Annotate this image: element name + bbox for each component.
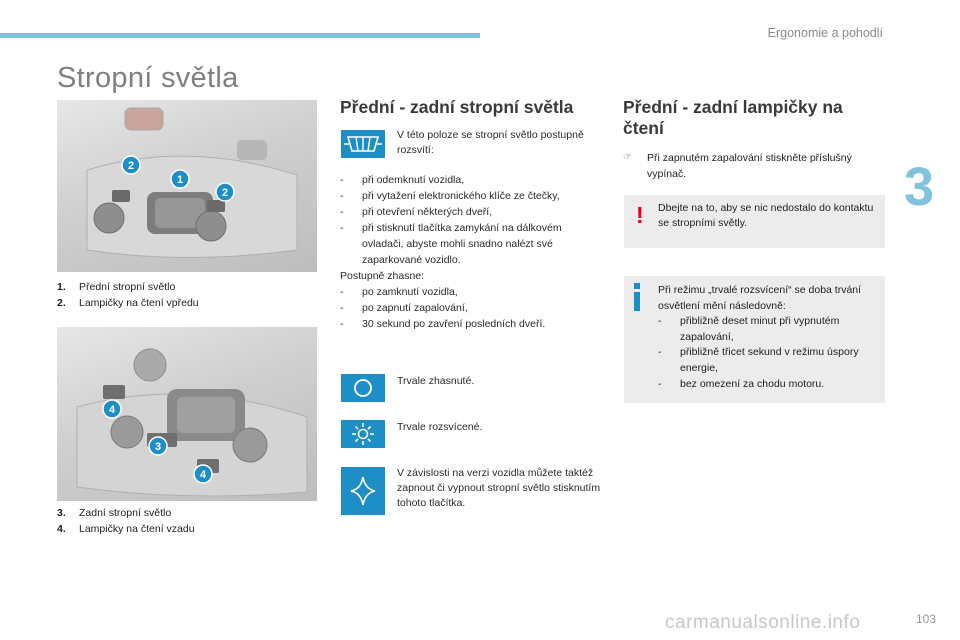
callout-2-right — [216, 183, 234, 201]
auto-mode-text: V závislosti na verzi vozidla můžete taktéž zapnout či vypnout stropní světlo stisknutím tohoto tlačítka. — [397, 467, 601, 509]
legend-item: 1. Přední stropní světlo — [57, 281, 176, 293]
list-item: - po zamknutí vozidla, — [340, 286, 458, 298]
list-item: - při vytažení elektronického klíče ze čtečky, — [340, 190, 560, 202]
list-item: - přibližně deset minut při vypnutém zapalování, — [658, 315, 840, 343]
sun-on-icon — [341, 420, 385, 448]
reading-lamps-heading: Přední - zadní lampičky na čtení — [623, 97, 843, 138]
callout-1 — [171, 170, 189, 188]
reading-lamp-instruction: ☞ Při zapnutém zapalování stiskněte příslušný vypínač. — [623, 152, 852, 180]
list-item: - při odemknutí vozidla, — [340, 174, 465, 186]
watermark: carmanualsonline.info — [665, 612, 861, 633]
list-item: - přibližně třicet sekund v režimu úspory energie, — [658, 346, 859, 374]
front-photo-legend — [57, 279, 199, 311]
circle-off-icon — [341, 374, 385, 402]
warning-text: Dbejte na to, aby se nic nedostalo do kontaktu se stropními světly. — [658, 202, 874, 229]
info-text: Při režimu „trvalé rozsvícení“ se doba trvání osvětlení mění následovně: - přibližně deset minut při vypnutém zapalování, - přibližně třicet sekund v režimu úspory energie, - bez omezení za chodu motoru. — [658, 283, 880, 392]
mode-details — [340, 172, 605, 332]
callout-4-left — [103, 400, 121, 418]
list-item: - po zapnutí zapalování, — [340, 302, 468, 314]
fade-label: Postupně zhasne: — [340, 270, 425, 282]
rear-console-photo — [57, 327, 317, 501]
header-accent-bar — [0, 33, 480, 38]
chapter-number: 3 — [904, 157, 935, 217]
info-box — [624, 276, 885, 403]
page-number: 103 — [915, 612, 936, 626]
door-mode-icon — [341, 130, 385, 158]
list-item: - 30 sekund po zavření posledních dveří. — [340, 318, 546, 330]
sparkle-icon — [341, 467, 385, 515]
legend-item: 2. Lampičky na čtení vpředu — [57, 297, 199, 309]
pointer-bullet-icon: ☞ — [623, 152, 632, 163]
page-title: Stropní světla — [57, 62, 239, 94]
info-icon — [634, 283, 640, 311]
on-mode-text: Trvale rozsvícené. — [397, 421, 483, 433]
svg-text:4: 4 — [199, 469, 207, 481]
svg-text:2: 2 — [127, 160, 135, 172]
front-console-photo — [57, 100, 317, 272]
legend-item: 3. Zadní stropní světlo — [57, 507, 172, 519]
door-mode-text: V této poloze se stropní světlo postupně rozsvítí: — [397, 129, 584, 156]
svg-text:3: 3 — [154, 441, 162, 453]
warning-box — [624, 195, 885, 248]
callout-3 — [149, 437, 167, 455]
callout-4-right — [194, 465, 212, 483]
list-item: - při stisknutí tlačítka zamykání na dálkovém ovladači, abyste mohli snadno nalézt své zaparkované vozidlo. — [340, 222, 562, 266]
svg-text:1: 1 — [176, 174, 184, 186]
exclamation-icon: ! — [636, 202, 644, 228]
list-item: - bez omezení za chodu motoru. — [658, 377, 825, 390]
rear-photo-legend — [57, 505, 195, 537]
section-title: Ergonomie a pohodlí — [767, 26, 883, 40]
list-item: - při otevření některých dveří, — [340, 206, 493, 218]
svg-text:4: 4 — [108, 404, 116, 416]
callout-2-left — [122, 156, 140, 174]
off-mode-text: Trvale zhasnuté. — [397, 375, 475, 387]
svg-text:2: 2 — [221, 187, 229, 199]
legend-item: 4. Lampičky na čtení vzadu — [57, 523, 195, 535]
ceiling-lights-heading: Přední - zadní stropní světla — [340, 97, 574, 117]
